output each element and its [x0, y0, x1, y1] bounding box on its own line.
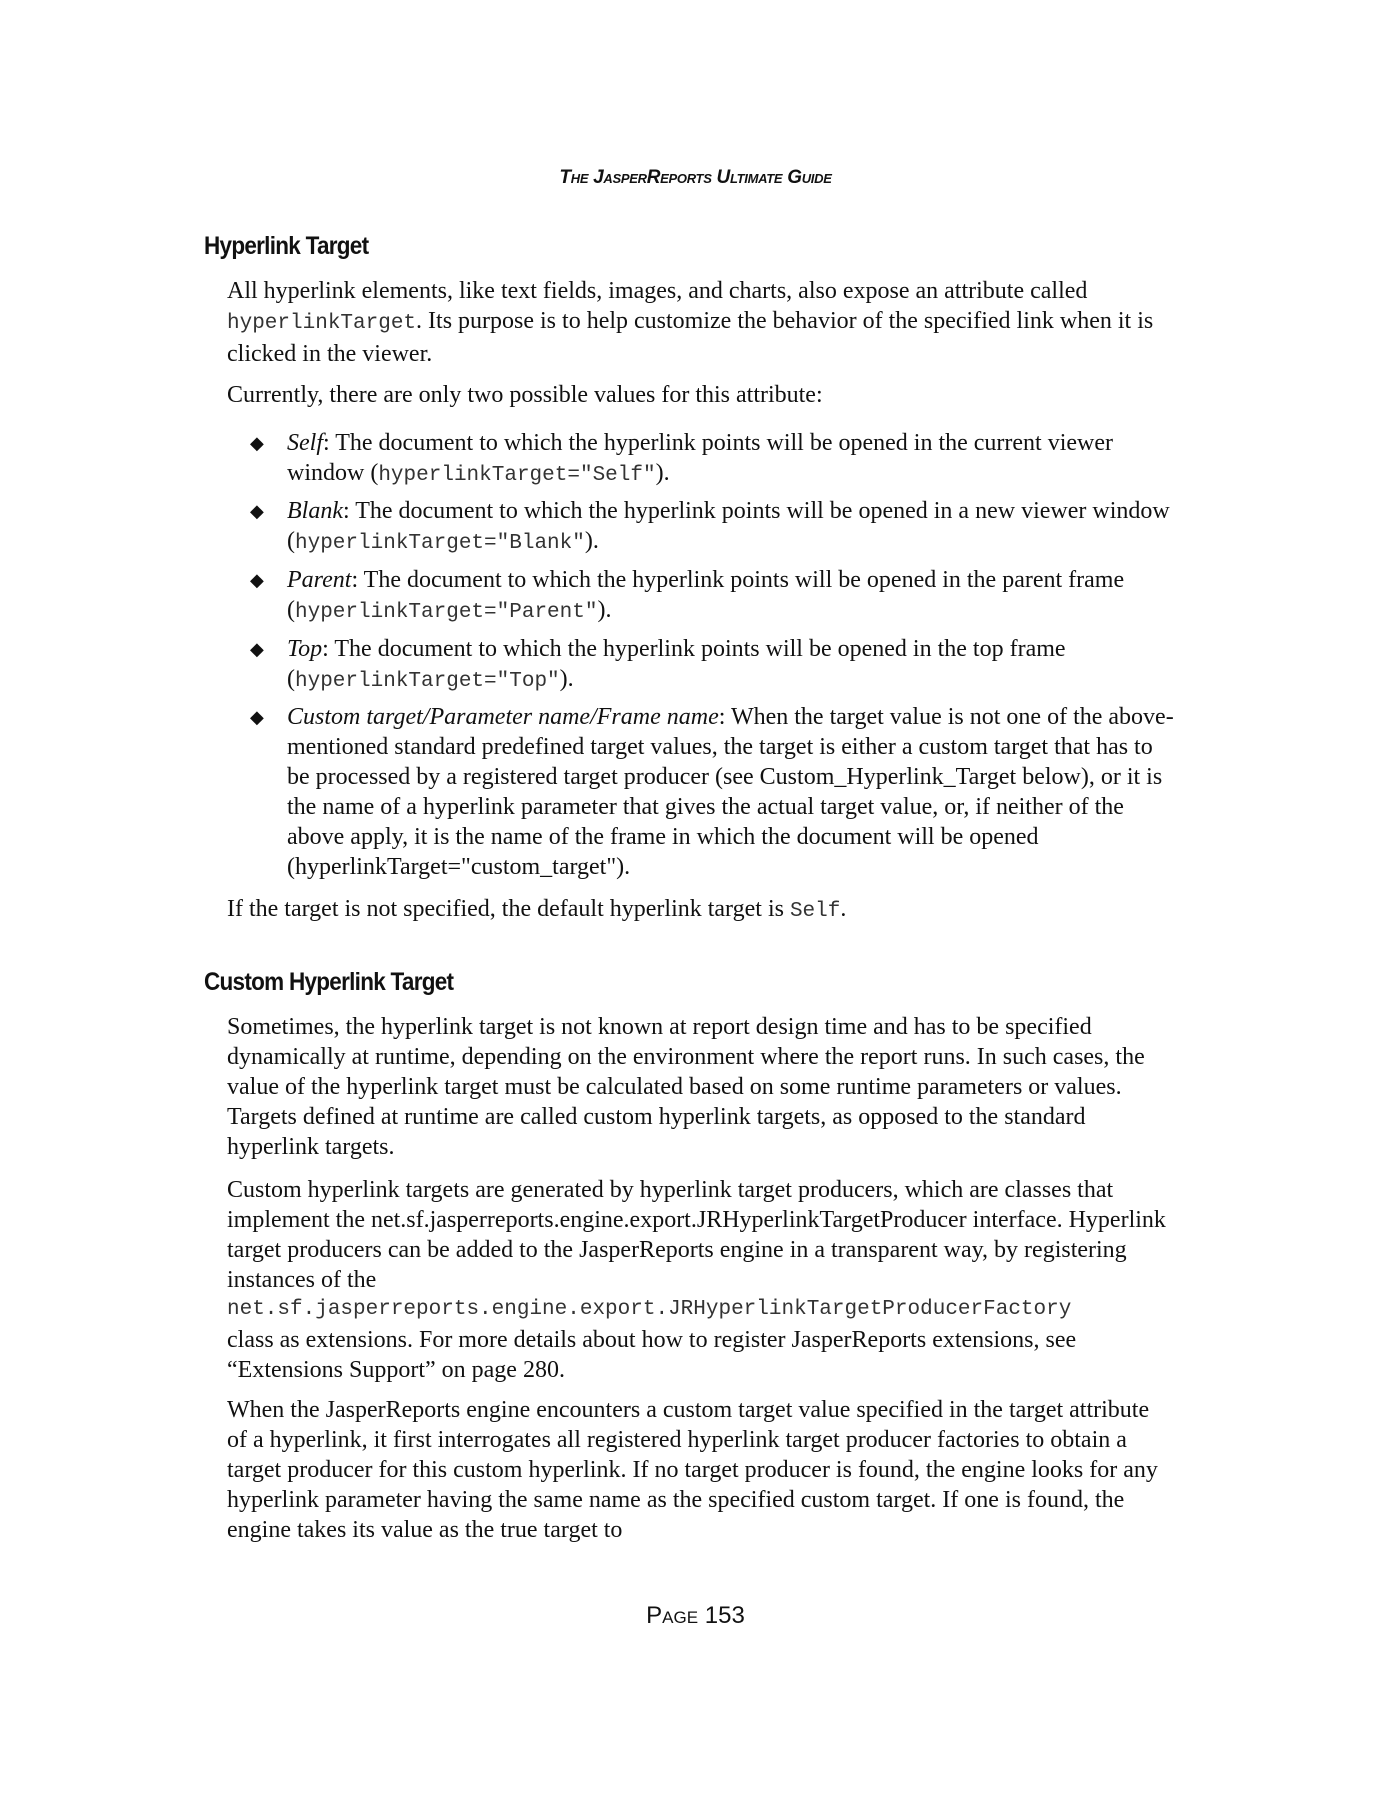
page-label: Page	[646, 1602, 699, 1629]
paragraph	[227, 894, 1167, 927]
term: Blank	[287, 498, 343, 524]
text: : The document to which the hyperlink points will be opened in the current viewer window (	[287, 430, 1114, 486]
diamond-bullet-icon: ◆	[250, 433, 264, 453]
list-item	[250, 496, 1177, 559]
paragraph: Currently, there are only two possible values for this attribute:	[227, 382, 823, 408]
page-footer	[0, 1602, 1391, 1630]
paragraph	[227, 1175, 1167, 1385]
paragraph: When the JasperReports engine encounters a custom target value specified in the target attribute of a hyperlink, it first interrogates all registered hyperlink target producer factories to obtain a target producer for this custom hyperlink. If no target producer is found, the engine looks for any hyperlink parameter having the same name as the specified custom target. If one is found, the engine takes its value as the true target to	[227, 1397, 1158, 1543]
list-item	[250, 634, 1177, 697]
page-number: 153	[704, 1602, 745, 1629]
text: : The document to which the hyperlink points will be opened in a new viewer window (	[287, 498, 1170, 554]
list-item	[250, 565, 1177, 628]
code: hyperlinkTarget="Parent"	[295, 601, 598, 624]
text: : The document to which the hyperlink points will be opened in the parent frame (	[287, 567, 1125, 623]
code: net.sf.jasperreports.engine.export.JRHyperlinkTargetProducerFactory	[227, 1298, 1072, 1321]
paragraph: Sometimes, the hyperlink target is not known at report design time and has to be specified dynamically at runtime, depending on the environment where the report runs. In such cases, the value of the hyperlink target must be calculated based on some runtime parameters or values. Targets defined at runtime are called custom hyperlink targets, as opposed to the standard hyperlink targets.	[227, 1014, 1145, 1160]
term: Custom target/Parameter name/Frame name	[287, 704, 719, 730]
section-heading-custom-hyperlink-target: Custom Hyperlink Target	[204, 968, 454, 996]
text: ).	[559, 666, 574, 692]
running-header: The JasperReports Ultimate Guide	[559, 167, 832, 188]
code: hyperlinkTarget	[227, 312, 417, 335]
text: All hyperlink elements, like text fields, images, and charts, also expose an attribute called	[227, 278, 1088, 304]
list-item	[250, 428, 1177, 491]
text: .	[840, 896, 847, 922]
code: hyperlinkTarget="Top"	[295, 670, 560, 693]
diamond-bullet-icon: ◆	[250, 707, 264, 727]
list-item	[250, 702, 1177, 882]
text: class as extensions. For more details about how to register JasperReports extensions, see “Extensions Support” on page 280.	[227, 1327, 1077, 1383]
code: hyperlinkTarget="Self"	[378, 464, 656, 487]
term: Top	[287, 636, 323, 662]
diamond-bullet-icon: ◆	[250, 501, 264, 521]
text: Custom hyperlink targets are generated by hyperlink target producers, which are classes that implement the net.sf.jasperreports.engine.export.JRHyperlinkTargetProducer interface. Hyperlink target producers can be added to the JasperReports engine in a transparent way, by registering instances of the	[227, 1177, 1166, 1293]
paragraph	[227, 276, 1167, 369]
text: If the target is not specified, the default hyperlink target is	[227, 896, 790, 922]
text: : When the target value is not one of the above-mentioned standard predefined target values, the target is either a custom target that has to be processed by a registered target producer (see Custom_Hyperlink_Target below), or it is the name of a hyperlink parameter that gives the actual target value, or, if neither of the above apply, it is the name of the frame in which the document will be opened (hyperlinkTarget="custom_target").	[287, 704, 1174, 880]
diamond-bullet-icon: ◆	[250, 570, 264, 590]
term: Self	[287, 430, 323, 456]
text: : The document to which the hyperlink points will be opened in the top frame (	[287, 636, 1066, 692]
code: Self	[789, 900, 841, 923]
text: ).	[597, 597, 612, 623]
term: Parent	[287, 567, 352, 593]
code: hyperlinkTarget="Blank"	[295, 532, 585, 555]
section-heading-hyperlink-target: Hyperlink Target	[204, 232, 369, 260]
text: ).	[584, 528, 599, 554]
text: . Its purpose is to help customize the behavior of the specified link when it is clicked in the viewer.	[227, 308, 1154, 367]
diamond-bullet-icon: ◆	[250, 639, 264, 659]
text: ).	[655, 460, 670, 486]
